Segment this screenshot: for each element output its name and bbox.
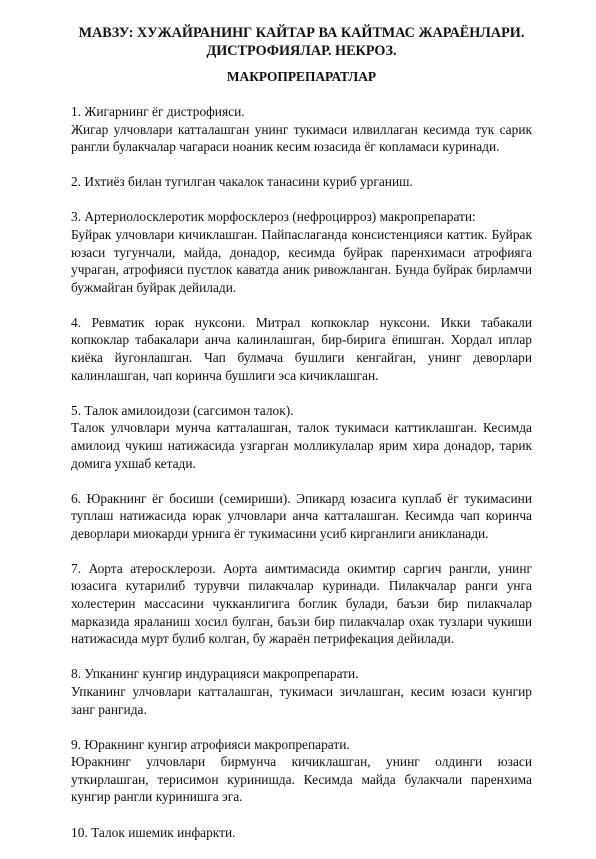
list-item: [71, 208, 532, 296]
list-item: [71, 824, 532, 842]
item-heading: 3. Артериолосклеротик морфосклероз (нефроцирроз) макропрепарати:: [71, 209, 476, 225]
item-body: Жигар улчовлари катталашган унинг тукимаси илвиллаган кесимда тук сарик рангли булакчалар чагараси ноаник кесим юзасида ёг копламаси куринади.: [71, 121, 532, 155]
list-item: [71, 103, 532, 156]
item-body: Юракнинг улчовлари бирмунча кичиклашган, унинг олдинги юзаси уткирлашган, терисимон куринишда. Кесимда майда булакчали паренхима кунгир рангли куринишга эга.: [71, 754, 532, 805]
item-heading: 10. Талок ишемик инфаркти.: [71, 824, 236, 840]
item-heading: 1. Жигарнинг ёг дистрофияси.: [71, 104, 245, 119]
list-item: [71, 490, 532, 543]
list-item: [71, 665, 532, 718]
list-item: [71, 173, 532, 191]
item-body: Талок улчовлари мунча катталашган, талок тукимаси каттиклашган. Кесимда амилоид чукиш натижасида узгарган молликулалар ярим хира донадор, тарик домига ухшаб кетади.: [71, 420, 532, 471]
item-heading: 5. Талок амилоидози (сагсимон талок).: [71, 402, 294, 418]
item-heading: 9. Юракнинг кунгир атрофияси макропрепарати.: [71, 736, 350, 752]
section-subtitle: МАКРОПРЕПАРАТЛАР: [226, 69, 377, 84]
title-line-1: МАВЗУ: ХУЖАЙРАНИНГ КАЙТАР ВА КАЙТМАС ЖАРАЁНЛАРИ.: [78, 25, 525, 41]
list-item: [71, 736, 532, 806]
item-heading: 7. Аорта атеросклерози. Аорта аимтимасида окимтир саргич рангли, унинг юзасига кутарилиб турувчи пилакчалар куринади. Пилакчалар ранги унга холестерин массасини чукканлигига боглик булади, баъзи бир пилакчалар марказида яраланиш хосил булган, баъзи бир пилакчалар охак тузлари чукиши натижасида мурт булиб колган, бу жараён петрифекация дейилади.: [71, 560, 532, 647]
item-heading: 6. Юракнинг ёг босиши (семириши). Эпикард юзасига куплаб ёг тукимасини туплаш натижасида юрак улчовлари анча катталашган. Кесимда чап коринча деворлари миокарди урнига ёг тукимасини усиб кирганлиги аникланади.: [71, 490, 532, 541]
item-heading: 2. Ихтиёз билан тугилган чакалок танасини куриб урганиш.: [71, 174, 413, 190]
list-item: [71, 402, 532, 472]
list-item: [71, 314, 532, 384]
title-line-2: ДИСТРОФИЯЛАР. НЕКРОЗ.: [206, 43, 397, 59]
item-body: Упканинг улчовлари катталашган, тукимаси зичлашган, кесим юзаси кунгир занг рангида.: [71, 683, 532, 717]
item-heading: 8. Упканинг кунгир индурацияси макропрепарати.: [71, 666, 359, 682]
item-heading: 4. Ревматик юрак нуксони. Митрал копкоклар нуксони. Икки табакали копкоклар табакалари анча калинлашган, бир-бирига ёпишган. Хордал иплар киёка йугонлашган. Чап булмача бушлиги кенгайган, унинг деворлари калинлашган, чап коринча бушлиги эса кичиклашган.: [71, 314, 532, 383]
list-item: [71, 560, 532, 648]
item-body: Буйрак улчовлари кичиклашган. Пайпаслаганда консистенцияси каттик. Буйрак юзаси тугунчали, майда, донадор, кесимда буйрак паренхимаси атрофияга учраган, атрофияси пустлок каватда аник ривожланган. Бунда буйрак бирламчи бужмайган буйрак дейилади.: [71, 226, 532, 295]
document-title: [71, 24, 532, 60]
document-page: [71, 24, 532, 859]
